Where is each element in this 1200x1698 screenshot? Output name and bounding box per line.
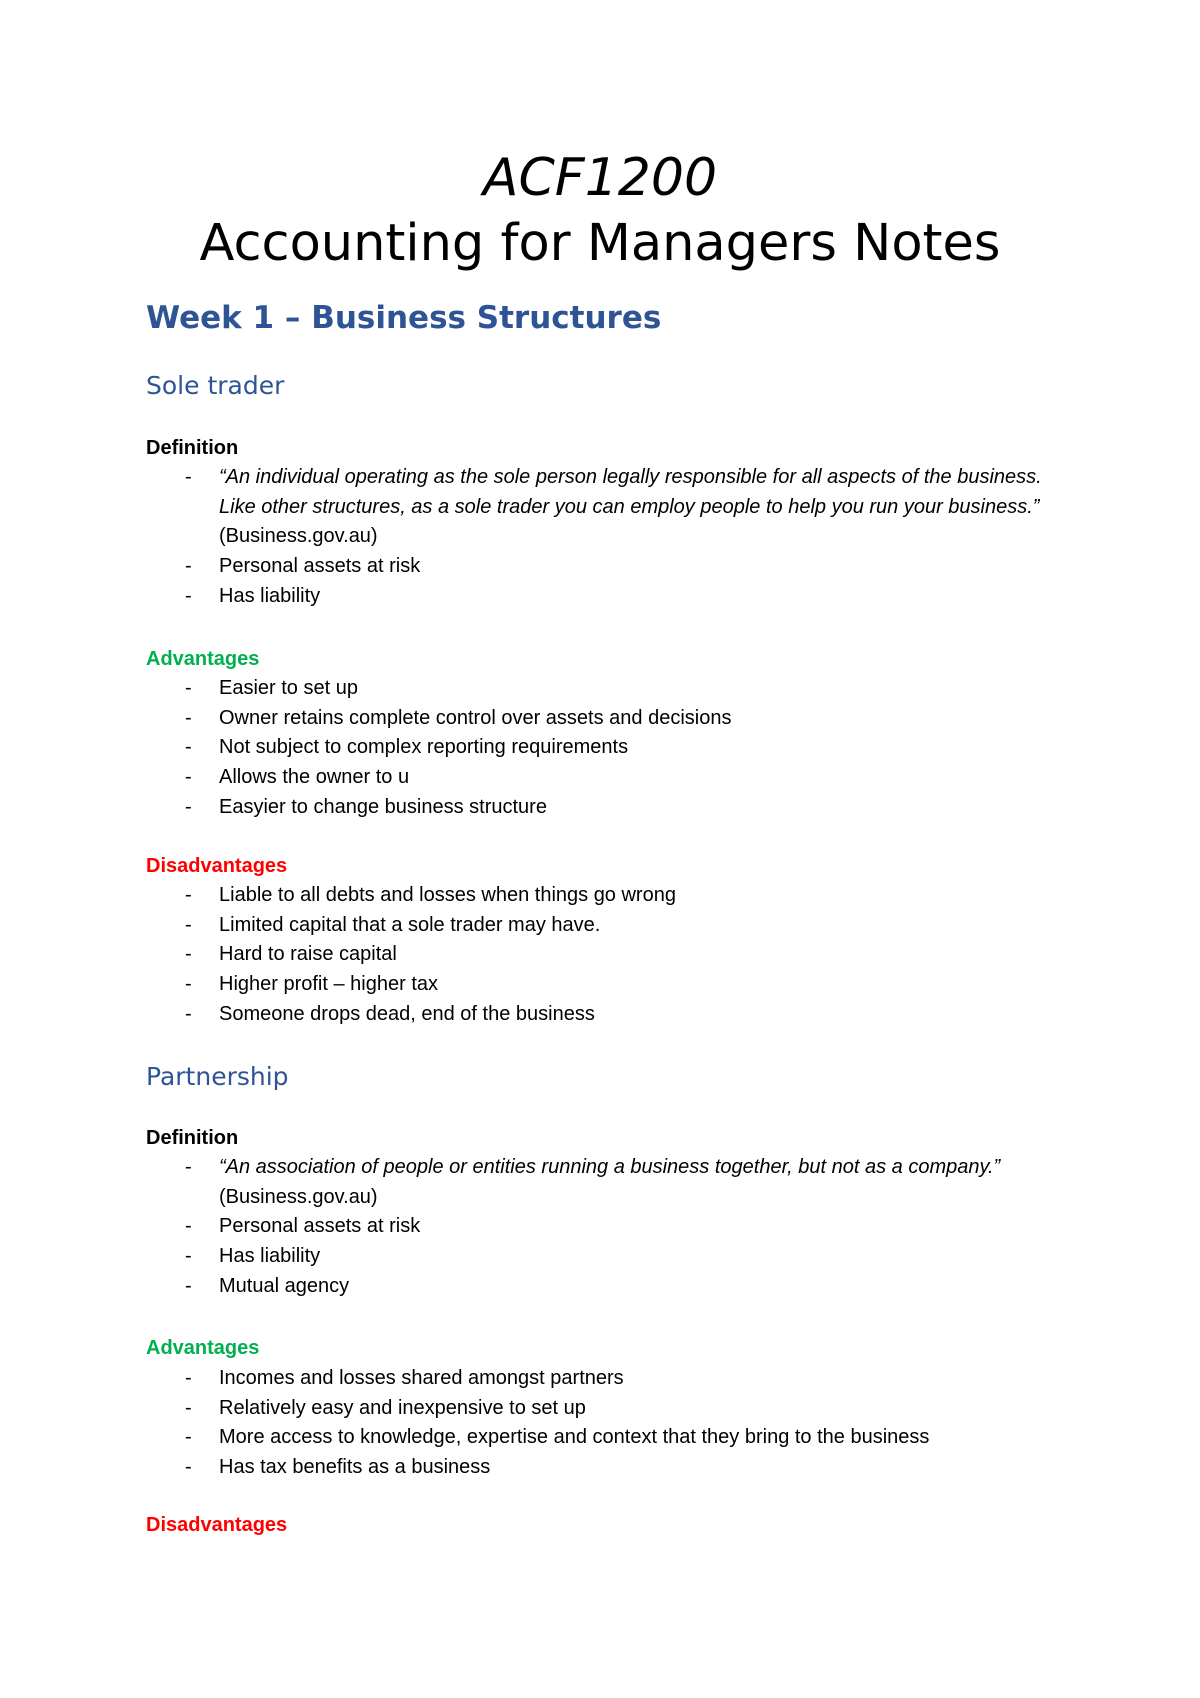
bullet-dash: - bbox=[185, 1396, 192, 1419]
list-item-text: More access to knowledge, expertise and context that they bring to the business bbox=[219, 1426, 930, 1449]
list-item bbox=[146, 1153, 1066, 1212]
list-item-text: Personal assets at risk bbox=[219, 555, 421, 578]
list-item-text: Hard to raise capital bbox=[219, 943, 397, 966]
partnership-heading: Partnership bbox=[146, 1062, 289, 1091]
sole-trader-definition-label: Definition bbox=[146, 437, 239, 459]
list-item-text: Has liability bbox=[219, 584, 321, 607]
bullet-dash: - bbox=[185, 1156, 192, 1178]
definition-quote: “An individual operating as the sole person legally responsible for all aspects of the business. Like other structures, as a sole trader you can employ people to help you run your business.” bbox=[219, 466, 1042, 518]
bullet-dash: - bbox=[185, 913, 192, 936]
list-item bbox=[146, 1242, 1066, 1272]
list-item bbox=[146, 552, 1066, 582]
list-item bbox=[146, 1212, 1066, 1242]
sole-trader-advantages-label: Advantages bbox=[146, 648, 260, 670]
partnership-definition-list bbox=[146, 1153, 1066, 1302]
list-item bbox=[146, 1272, 1066, 1302]
list-item-text: Relatively easy and inexpensive to set up bbox=[219, 1396, 586, 1419]
list-item bbox=[146, 674, 1066, 704]
list-item bbox=[146, 1453, 1066, 1483]
sole-trader-advantages-list bbox=[146, 674, 1066, 823]
list-item-text: Personal assets at risk bbox=[219, 1215, 421, 1238]
list-item bbox=[146, 582, 1066, 612]
bullet-dash: - bbox=[185, 555, 192, 578]
list-item bbox=[146, 1364, 1066, 1394]
partnership-definition-label: Definition bbox=[146, 1127, 239, 1149]
bullet-dash: - bbox=[185, 766, 192, 789]
list-item bbox=[146, 793, 1066, 823]
definition-source: (Business.gov.au) bbox=[219, 1185, 378, 1208]
bullet-dash: - bbox=[185, 1215, 192, 1238]
list-item-text: Easyier to change business structure bbox=[219, 795, 547, 818]
partnership-advantages-list bbox=[146, 1364, 1066, 1483]
list-item bbox=[146, 1000, 1066, 1030]
bullet-dash: - bbox=[185, 466, 192, 488]
list-item bbox=[146, 881, 1066, 911]
list-item-text: Owner retains complete control over assets and decisions bbox=[219, 706, 732, 729]
bullet-dash: - bbox=[185, 943, 192, 966]
bullet-dash: - bbox=[185, 1274, 192, 1297]
bullet-dash: - bbox=[185, 884, 192, 906]
bullet-dash: - bbox=[185, 1426, 192, 1449]
list-item bbox=[146, 911, 1066, 941]
bullet-dash: - bbox=[185, 1245, 192, 1268]
list-item bbox=[146, 704, 1066, 734]
document-title: Accounting for Managers Notes bbox=[199, 214, 1001, 273]
list-item-text: Liable to all debts and losses when things go wrong bbox=[219, 884, 676, 906]
sole-trader-disadvantages-list bbox=[146, 881, 1066, 1030]
list-item bbox=[146, 940, 1066, 970]
definition-quote: “An association of people or entities running a business together, but not as a company.” bbox=[219, 1156, 1001, 1178]
list-item-text: Has tax benefits as a business bbox=[219, 1456, 491, 1479]
list-item-text: Incomes and losses shared amongst partners bbox=[219, 1367, 624, 1389]
sole-trader-disadvantages-label: Disadvantages bbox=[146, 855, 288, 877]
bullet-dash: - bbox=[185, 584, 192, 607]
bullet-dash: - bbox=[185, 706, 192, 729]
list-item bbox=[146, 1394, 1066, 1424]
list-item-text: Has liability bbox=[219, 1245, 321, 1268]
definition-source: (Business.gov.au) bbox=[219, 525, 378, 548]
list-item-text: Allows the owner to u bbox=[219, 766, 410, 789]
list-item bbox=[146, 733, 1066, 763]
list-item-text: Easier to set up bbox=[219, 677, 358, 699]
sole-trader-heading: Sole trader bbox=[146, 371, 285, 400]
partnership-disadvantages-label: Disadvantages bbox=[146, 1514, 288, 1536]
bullet-dash: - bbox=[185, 1002, 192, 1025]
list-item-text: Higher profit – higher tax bbox=[219, 973, 439, 996]
list-item-text: Mutual agency bbox=[219, 1274, 350, 1297]
list-item-text: Someone drops dead, end of the business bbox=[219, 1002, 595, 1025]
bullet-dash: - bbox=[185, 1456, 192, 1479]
list-item bbox=[146, 763, 1066, 793]
week-heading: Week 1 – Business Structures bbox=[146, 300, 662, 336]
bullet-dash: - bbox=[185, 677, 192, 699]
course-code: ACF1200 bbox=[482, 148, 718, 208]
list-item-text: Not subject to complex reporting requirements bbox=[219, 736, 629, 759]
bullet-dash: - bbox=[185, 736, 192, 759]
bullet-dash: - bbox=[185, 973, 192, 996]
bullet-dash: - bbox=[185, 1367, 192, 1389]
list-item-text: Limited capital that a sole trader may have. bbox=[219, 913, 601, 936]
sole-trader-definition-list bbox=[146, 463, 1066, 612]
list-item bbox=[146, 463, 1066, 552]
list-item bbox=[146, 1423, 1066, 1453]
list-item bbox=[146, 970, 1066, 1000]
partnership-advantages-label: Advantages bbox=[146, 1337, 260, 1359]
bullet-dash: - bbox=[185, 795, 192, 818]
